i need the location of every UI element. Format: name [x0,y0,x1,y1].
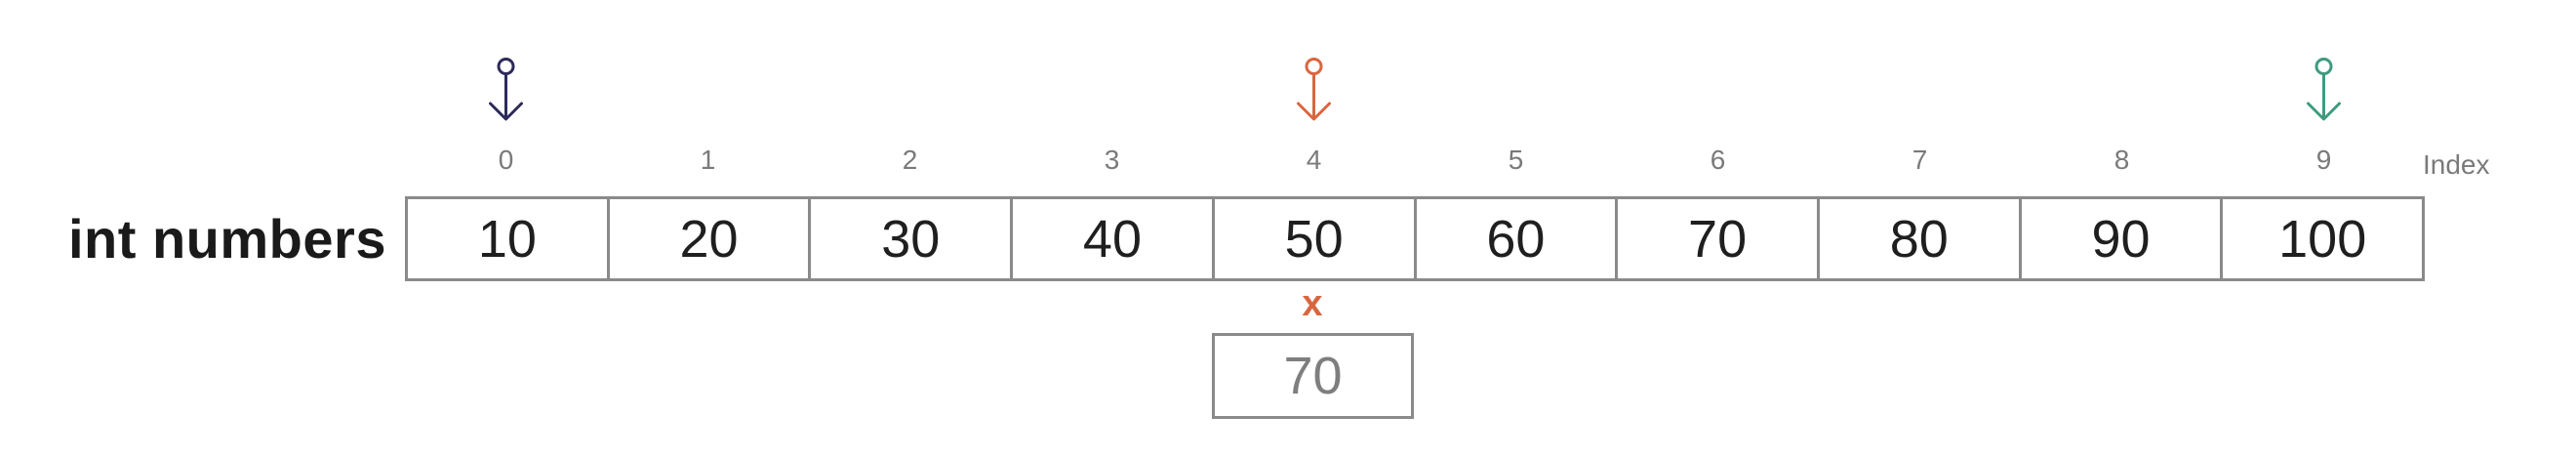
index-label: 7 [1912,145,1928,175]
mid-pointer-handle [1307,60,1321,74]
index-label: 4 [1306,145,1322,175]
index-label: 3 [1104,145,1120,175]
index-row [405,145,2425,176]
remove-mark: x [1302,283,1323,324]
array-cell: 80 [1820,199,2022,278]
candidate-value-box: 70 [1212,333,1414,419]
index-label: 5 [1508,145,1524,175]
index-label: 8 [2113,145,2130,175]
array-cell: 100 [2278,209,2367,269]
array-cell: 20 [610,199,812,278]
array-cell: 30 [811,199,1013,278]
array-cell: 10 [408,199,610,278]
high-pointer-handle [2316,60,2331,74]
index-label: 2 [902,145,918,175]
low-pointer-icon [491,60,522,120]
array-cell: 70 [1618,199,1820,278]
high-pointer-icon [2309,60,2340,120]
index-label: 9 [2315,145,2332,175]
low-pointer-handle [499,60,513,74]
array-cell: 40 [1013,199,1215,278]
array-label: int numbers [68,208,386,270]
mid-pointer-icon [1299,60,1330,120]
array-cell: 50 [1215,199,1417,278]
index-caption: Index [2423,149,2490,180]
index-label: 6 [1710,145,1726,175]
array-cell: 60 [1417,199,1619,278]
array-cell: 90 [2022,199,2224,278]
index-label: 0 [498,145,514,175]
index-label: 1 [700,145,716,175]
array-cells [405,196,2425,281]
